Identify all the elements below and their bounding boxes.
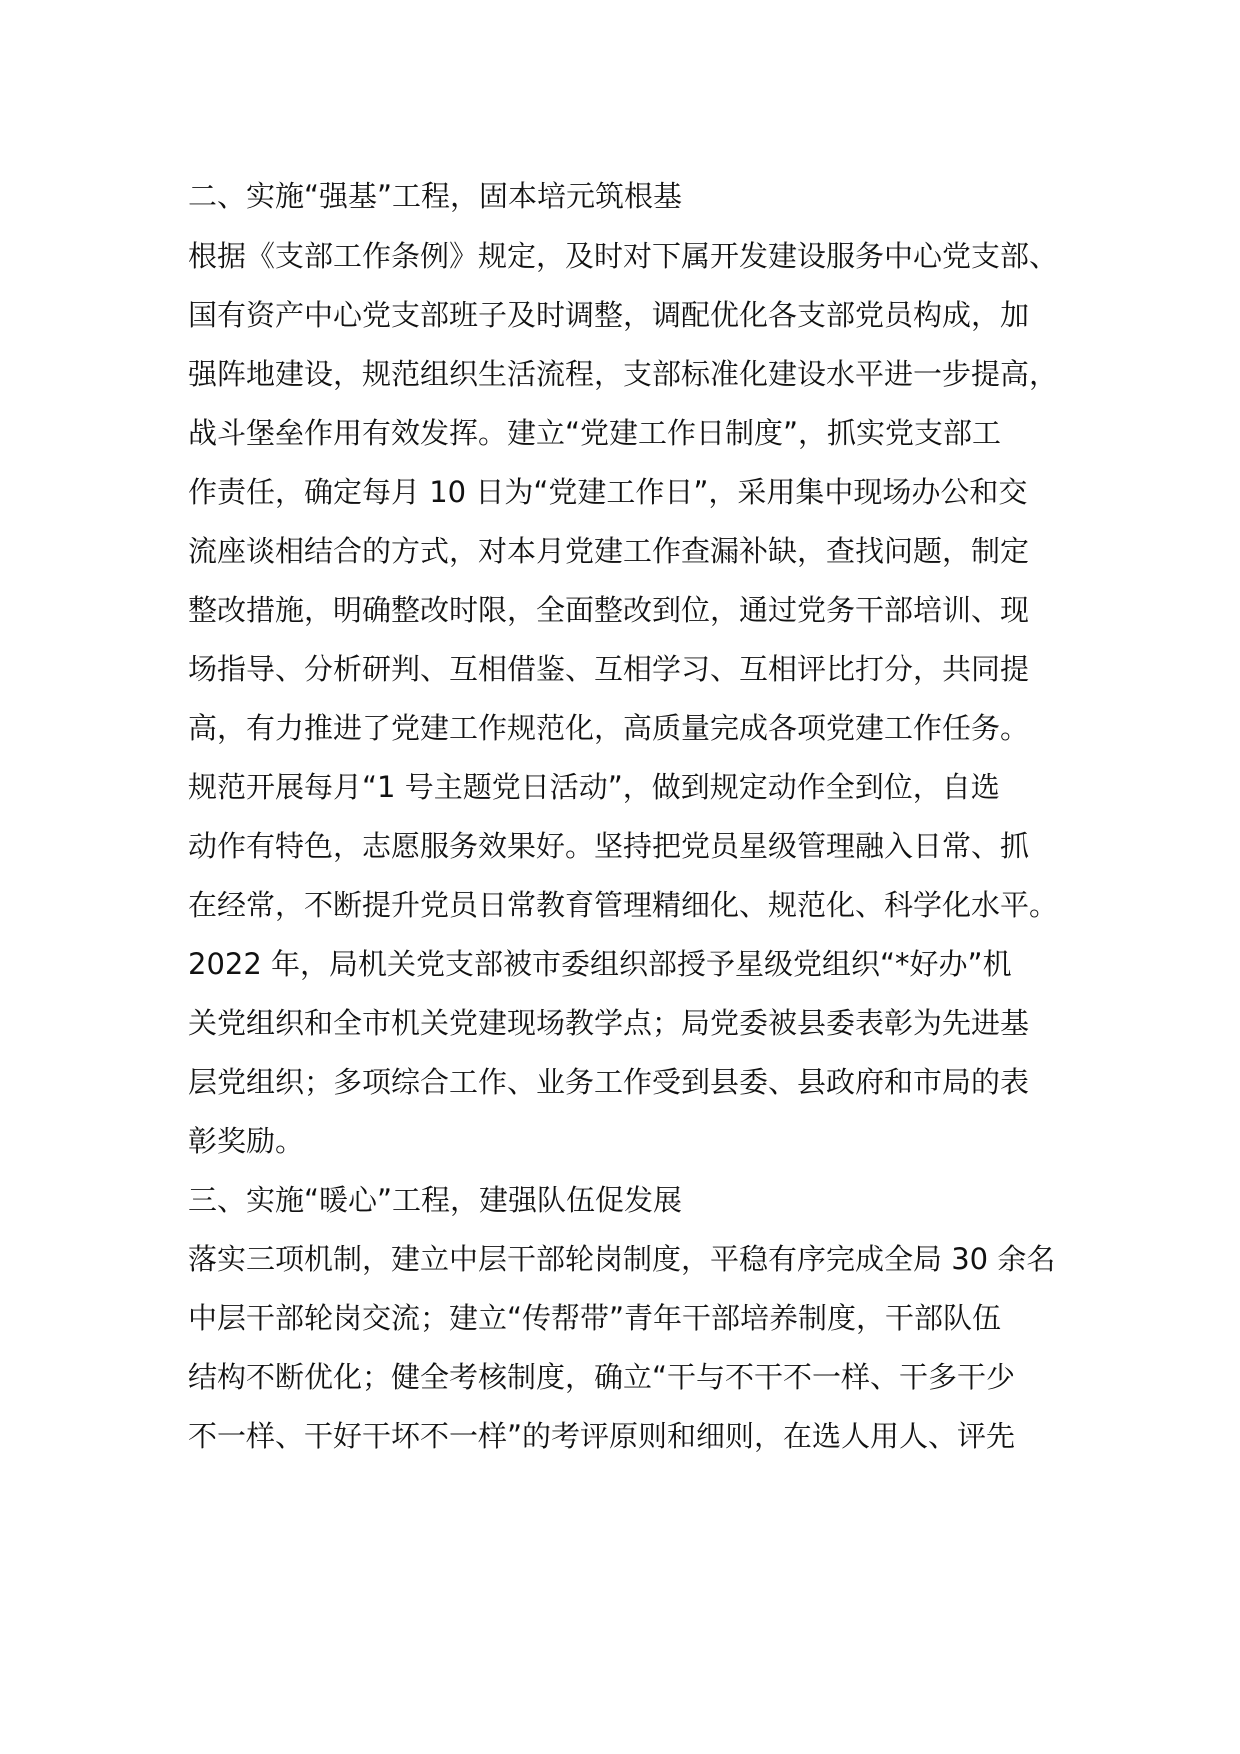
paragraph-line: 整改措施，明确整改时限，全面整改到位，通过党务干部培训、现 — [188, 593, 1030, 627]
paragraph-line: 关党组织和全市机关党建现场教学点；局党委被县委表彰为先进基 — [188, 1006, 1030, 1040]
section-heading-2: 二、实施“强基”工程，固本培元筑根基 — [188, 179, 683, 213]
paragraph-line: 规范开展每月“1 号主题党日活动”，做到规定动作全到位，自选 — [188, 770, 1000, 804]
paragraph-line: 国有资产中心党支部班子及时调整，调配优化各支部党员构成，加 — [188, 298, 1030, 332]
paragraph-line: 流座谈相结合的方式，对本月党建工作查漏补缺，查找问题，制定 — [188, 534, 1030, 568]
paragraph-line: 中层干部轮岗交流；建立“传帮带”青年干部培养制度，干部队伍 — [188, 1301, 1002, 1335]
paragraph-line: 作责任，确定每月 10 日为“党建工作日”，采用集中现场办公和交 — [188, 475, 1028, 509]
paragraph-line: 结构不断优化；健全考核制度，确立“干与不干不一样、干多干少 — [188, 1360, 1016, 1394]
paragraph-line: 落实三项机制，建立中层干部轮岗制度，平稳有序完成全局 30 余名 — [188, 1242, 1056, 1276]
paragraph-line: 在经常，不断提升党员日常教育管理精细化、规范化、科学化水平。 — [188, 888, 1059, 922]
section-heading-3: 三、实施“暖心”工程，建强队伍促发展 — [188, 1183, 683, 1217]
paragraph-line: 层党组织；多项综合工作、业务工作受到县委、县政府和市局的表 — [188, 1065, 1030, 1099]
paragraph-line: 2022 年，局机关党支部被市委组织部授予星级党组织“*好办”机 — [188, 947, 1012, 981]
paragraph-line: 彰奖励。 — [188, 1124, 305, 1158]
paragraph-line: 根据《支部工作条例》规定，及时对下属开发建设服务中心党支部、 — [188, 239, 1059, 273]
paragraph-line: 动作有特色，志愿服务效果好。坚持把党员星级管理融入日常、抓 — [188, 829, 1030, 863]
paragraph-line: 不一样、干好干坏不一样”的考评原则和细则，在选人用人、评先 — [188, 1419, 1016, 1453]
paragraph-line: 强阵地建设，规范组织生活流程，支部标准化建设水平进一步提高， — [188, 357, 1059, 391]
paragraph-line: 高，有力推进了党建工作规范化，高质量完成各项党建工作任务。 — [188, 711, 1030, 745]
paragraph-line: 场指导、分析研判、互相借鉴、互相学习、互相评比打分，共同提 — [188, 652, 1030, 686]
paragraph-line: 战斗堡垒作用有效发挥。建立“党建工作日制度”，抓实党支部工 — [188, 416, 1002, 450]
